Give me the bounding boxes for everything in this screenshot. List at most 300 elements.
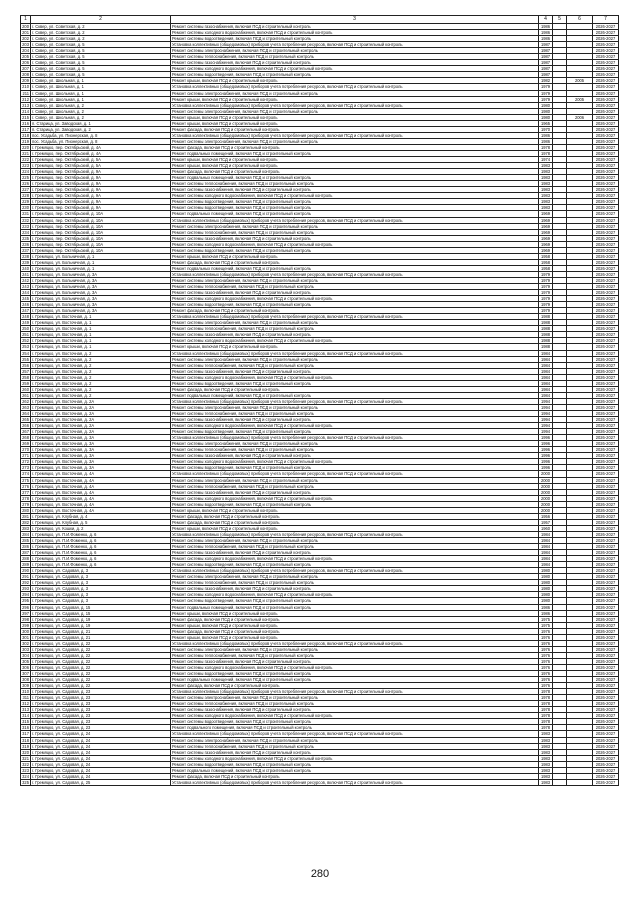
row-address: г. Гремяцко, ул. Восточная, д. 1 (31, 344, 171, 350)
row-period: 2026-2027 (593, 707, 619, 713)
row-work-type: Ремонт подвальных помещений, включая ПСД и строительный контроль (171, 265, 539, 271)
row-number: 312 (22, 701, 29, 707)
row-year-built: 1978 (539, 725, 553, 731)
row-address: г. Гремяцко, ул. Садовая, д. 23 (31, 713, 171, 719)
row-period: 2026-2027 (593, 362, 619, 368)
row-period: 2026-2027 (593, 544, 619, 550)
row-work-type: Ремонт системы теплоснабжения, включая ПСД и строительный контроль (171, 284, 539, 290)
row-number: 303 (22, 646, 29, 652)
row-year-built: 1986 (539, 610, 553, 616)
row-year-built: 1996 (539, 465, 553, 471)
row-work-type: Установка коллективных (общедомовых) приборов учета потребления ресурсов, включая ПСД и строительный контроль (171, 102, 539, 108)
row-work-type: Ремонт системы водоотведения, включая ПСД и строительный контроль (171, 199, 539, 205)
row-year-built: 1984 (539, 362, 553, 368)
row-work-type: Ремонт системы холодного водоснабжения, включая ПСД и строительный контроль (171, 713, 539, 719)
row-period: 2026-2027 (593, 453, 619, 459)
row-work-type: Ремонт фасада, включая ПСД и строительный контроль (171, 126, 539, 132)
row-period: 2026-2027 (593, 556, 619, 562)
row-address: г. Сквер, ул. Советская, д. 5 (31, 66, 171, 72)
row-year-built: 1983 (539, 163, 553, 169)
row-period: 2026-2027 (593, 290, 619, 296)
row-period: 2026-2027 (593, 42, 619, 48)
row-work-type: Ремонт подвальных помещений, включая ПСД и строительный контроль (171, 211, 539, 217)
row-work-type: Ремонт системы электроснабжения, включая ПСД и строительный контроль (171, 441, 539, 447)
row-year-built: 1976 (539, 664, 553, 670)
row-address: г. Сквер, ул. Советская, д. 5 (31, 60, 171, 66)
row-address: г. Сквер, ул. Школьная, д. 1 (31, 84, 171, 90)
row-year-built: 1987 (539, 42, 553, 48)
row-year-built: 1983 (539, 749, 553, 755)
row-year-built: 1980 (539, 586, 553, 592)
col-header-7: 7 (593, 16, 619, 24)
row-number: 276 (22, 483, 29, 489)
row-number: 237 (22, 247, 29, 253)
row-number: 270 (22, 447, 29, 453)
row-period: 2026-2027 (593, 640, 619, 646)
row-year-built: 1976 (539, 683, 553, 689)
row-year-built: 1983 (539, 761, 553, 767)
row-work-type: Установка коллективных (общедомовых) приборов учета потребления ресурсов, включая ПСД и строительный контроль (171, 779, 539, 785)
row-period: 2026-2027 (593, 671, 619, 677)
row-work-type: Ремонт системы водоотведения, включая ПСД и строительный контроль (171, 302, 539, 308)
row-address: г. Гремяцко, ул. Садовая, д. 15 (31, 604, 171, 610)
capital-repair-table (20, 15, 619, 786)
row-address: г. Гремяцко, пер. Октябрьский, д. 10А (31, 223, 171, 229)
row-number: 295 (22, 598, 29, 604)
row-period: 2026-2027 (593, 713, 619, 719)
row-address: г. Гремяцко, ул. П.И.Фоменко, д. 6 (31, 550, 171, 556)
row-year-built: 1969 (539, 235, 553, 241)
row-period: 2026-2027 (593, 320, 619, 326)
row-work-type: Ремонт системы водоотведения, включая ПСД и строительный контроль (171, 36, 539, 42)
row-year-built: 1996 (539, 441, 553, 447)
row-number: 283 (22, 525, 29, 531)
row-address: г. Гремяцко, ул. Садовая, д. 22 (31, 683, 171, 689)
row-work-type: Ремонт подвальных помещений, включая ПСД и строительный контроль (171, 150, 539, 156)
row-number: 225 (22, 175, 29, 181)
row-year-built: 1980 (539, 574, 553, 580)
row-work-type: Ремонт системы холодного водоснабжения, включая ПСД и строительный контроль (171, 338, 539, 344)
row-year-built: 2000 (539, 501, 553, 507)
row-work-type: Ремонт системы газоснабжения, включая ПСД и строительный контроль (171, 658, 539, 664)
row-period: 2026-2027 (593, 695, 619, 701)
row-work-type: Ремонт системы электроснабжения, включая ПСД и строительный контроль (171, 574, 539, 580)
page-number: 280 (310, 868, 330, 880)
row-year-built: 1994 (539, 411, 553, 417)
row-number: 223 (22, 163, 29, 169)
row-work-type: Ремонт системы электроснабжения, включая ПСД и строительный контроль (171, 737, 539, 743)
row-period: 2026-2027 (593, 66, 619, 72)
row-number: 300 (22, 628, 29, 634)
row-number: 243 (22, 284, 29, 290)
row-work-type: Ремонт крыши, включая ПСД и строительный контроль (171, 157, 539, 163)
row-work-type: Ремонт системы водоотведения, включая ПСД и строительный контроль (171, 761, 539, 767)
row-period: 2026-2027 (593, 465, 619, 471)
row-address: г. Гремяцко, ул. П.И.Фоменко, д. 6 (31, 556, 171, 562)
row-period: 2026-2027 (593, 689, 619, 695)
col-header-1: 1 (21, 16, 31, 24)
row-year-built: 1984 (539, 356, 553, 362)
row-period: 2026-2027 (593, 489, 619, 495)
row-address: г. Гремяцко, ул. Больничная, д. 3А (31, 302, 171, 308)
row-work-type: Ремонт системы электроснабжения, включая ПСД и строительный контроль (171, 90, 539, 96)
row-number: 269 (22, 441, 29, 447)
row-year-built: 1983 (539, 199, 553, 205)
row-address: г. Гремяцко, ул. Восточная, д. 4А (31, 477, 171, 483)
row-address: г. Гремяцко, ул. Садовая, д. 24 (31, 731, 171, 737)
table-body (21, 24, 619, 786)
row-address: г. Гремяцко, пер. Октябрьский, д. 9А (31, 169, 171, 175)
row-address: г. Гремяцко, ул. Восточная, д. 2 (31, 392, 171, 398)
row-address: г. Гремяцко, ул. Восточная, д. 1 (31, 332, 171, 338)
row-work-type: Ремонт системы холодного водоснабжения, включая ПСД и строительный контроль (171, 459, 539, 465)
row-work-type: Ремонт системы холодного водоснабжения, включая ПСД и строительный контроль (171, 374, 539, 380)
table-row (21, 779, 619, 785)
row-period: 2026-2027 (593, 725, 619, 731)
row-work-type: Ремонт системы холодного водоснабжения, включая ПСД и строительный контроль (171, 495, 539, 501)
row-work-type: Ремонт фасада, включая ПСД и строительный контроль (171, 616, 539, 622)
row-work-type: Ремонт системы холодного водоснабжения, включая ПСД и строительный контроль (171, 241, 539, 247)
row-number: 221 (22, 150, 29, 156)
row-work-type: Ремонт крыши, включая ПСД и строительный контроль (171, 78, 539, 84)
row-period: 2026-2027 (593, 217, 619, 223)
row-number: 304 (22, 652, 29, 658)
row-number: 284 (22, 531, 29, 537)
row-period: 2026-2027 (593, 580, 619, 586)
row-year-built: 1984 (539, 374, 553, 380)
row-number: 257 (22, 368, 29, 374)
row-year-built: 1978 (539, 150, 553, 156)
row-address: г. Гремяцко, ул. Восточная, д. 2 (31, 386, 171, 392)
row-work-type: Установка коллективных (общедомовых) приборов учета потребления ресурсов, включая ПСД и строительный контроль (171, 568, 539, 574)
row-year-built: 1982 (539, 78, 553, 84)
row-year-built: 1984 (539, 386, 553, 392)
row-period: 2026-2027 (593, 447, 619, 453)
row-year-built: 1988 (539, 314, 553, 320)
row-address: г. Гремяцко, ул. Садовая, д. 22 (31, 671, 171, 677)
row-number: 242 (22, 277, 29, 283)
row-work-type: Ремонт системы теплоснабжения, включая ПСД и строительный контроль (171, 229, 539, 235)
row-number: 277 (22, 489, 29, 495)
row-year-built: 1980 (539, 568, 553, 574)
row-number: 217 (22, 126, 29, 132)
row-year-built: 1958 (539, 259, 553, 265)
row-work-type: Ремонт системы газоснабжения, включая ПСД и строительный контроль (171, 24, 539, 30)
row-work-type: Установка коллективных (общедомовых) приборов учета потребления ресурсов, включая ПСД и строительный контроль (171, 217, 539, 223)
row-number: 203 (22, 42, 29, 48)
row-year-built: 1958 (539, 253, 553, 259)
row-work-type: Ремонт крыши, включая ПСД и строительный контроль (171, 634, 539, 640)
row-address: г. Гремяцко, ул. Садовая, д. 25 (31, 779, 171, 785)
row-work-type: Установка коллективных (общедомовых) приборов учета потребления ресурсов, включая ПСД и строительный контроль (171, 689, 539, 695)
row-period: 2026-2027 (593, 223, 619, 229)
row-work-type: Ремонт системы теплоснабжения, включая ПСД и строительный контроль (171, 181, 539, 187)
row-address: г. Гремяцко, ул. Больничная, д. 3А (31, 284, 171, 290)
row-number: 226 (22, 181, 29, 187)
row-address: г. Гремяцко, пер. Октябрьский, д. 5А (31, 163, 171, 169)
row-work-type: Установка коллективных (общедомовых) приборов учета потребления ресурсов, включая ПСД и строительный контроль (171, 398, 539, 404)
row-period: 2026-2027 (593, 314, 619, 320)
row-period: 2026-2027 (593, 235, 619, 241)
row-period: 2026-2027 (593, 356, 619, 362)
row-number: 216 (22, 120, 29, 126)
row-work-type: Установка коллективных (общедомовых) приборов учета потребления ресурсов, включая ПСД и строительный контроль (171, 731, 539, 737)
row-number: 227 (22, 187, 29, 193)
row-work-type: Ремонт подвальных помещений, включая ПСД и строительный контроль (171, 767, 539, 773)
row-address: пос. Усадьба, ул. Пионерская, д. 8 (31, 132, 171, 138)
row-work-type: Ремонт фасада, включая ПСД и строительный контроль (171, 519, 539, 525)
row-address: г. Гремяцко, пер. Октябрьский, д. 4А (31, 150, 171, 156)
row-work-type: Ремонт крыши, включая ПСД и строительный контроль (171, 96, 539, 102)
row-number: 238 (22, 253, 29, 259)
row-period: 2026-2027 (593, 562, 619, 568)
row-number: 305 (22, 658, 29, 664)
row-number: 286 (22, 544, 29, 550)
row-year-built: 1969 (539, 211, 553, 217)
row-period: 2026-2027 (593, 767, 619, 773)
row-address: пос. Усадьба, ул. Пионерская, д. 8 (31, 138, 171, 144)
row-number: 218 (22, 132, 29, 138)
row-period: 2026-2027 (593, 731, 619, 737)
column-number-header-row (21, 16, 619, 24)
row-year-built: 1960 (539, 525, 553, 531)
row-address: г. Гремяцко, ул. Восточная, д. 2 (31, 350, 171, 356)
row-year-built: 1986 (539, 30, 553, 36)
row-year-built: 1983 (539, 187, 553, 193)
row-number: 232 (22, 217, 29, 223)
row-number: 215 (22, 114, 29, 120)
row-work-type: Ремонт системы теплоснабжения, включая ПСД и строительный контроль (171, 743, 539, 749)
row-address: г. Гремяцко, ул. П.И.Фоменко, д. 6 (31, 544, 171, 550)
row-number: 281 (22, 513, 29, 519)
row-address: г. Гремяцко, ул. Садовая, д. 23 (31, 689, 171, 695)
row-period: 2026-2027 (593, 350, 619, 356)
row-address: г. Гремяцко, ул. Восточная, д. 1 (31, 338, 171, 344)
row-address: г. Гремяцко, ул. Восточная, д. 4А (31, 471, 171, 477)
row-address: г. Гремяцко, ул. Восточная, д. 2А (31, 398, 171, 404)
row-address: г. Гремяцко, ул. Садовая, д. 22 (31, 658, 171, 664)
row-period: 2026-2027 (593, 459, 619, 465)
row-number: 245 (22, 296, 29, 302)
row-period: 2026-2027 (593, 477, 619, 483)
row-work-type: Ремонт системы электроснабжения, включая ПСД и строительный контроль (171, 477, 539, 483)
row-number: 322 (22, 761, 29, 767)
row-work-type: Установка коллективных (общедомовых) приборов учета потребления ресурсов, включая ПСД и строительный контроль (171, 42, 539, 48)
row-work-type: Ремонт системы газоснабжения, включая ПСД и строительный контроль (171, 550, 539, 556)
row-period: 2026-2027 (593, 187, 619, 193)
row-number: 207 (22, 66, 29, 72)
row-address: г. Гремяцко, пер. Октябрьский, д. 9А (31, 205, 171, 211)
row-period: 2026-2027 (593, 755, 619, 761)
row-work-type: Ремонт крыши, включая ПСД и строительный контроль (171, 120, 539, 126)
row-year-built: 1969 (539, 247, 553, 253)
row-year-built: 1983 (539, 779, 553, 785)
row-year-built: 1979 (539, 302, 553, 308)
row-number: 241 (22, 271, 29, 277)
row-number: 310 (22, 689, 29, 695)
col-header-6: 6 (567, 16, 593, 24)
row-work-type: Ремонт подвальных помещений, включая ПСД и строительный контроль (171, 392, 539, 398)
row-number: 298 (22, 616, 29, 622)
row-work-type: Ремонт системы теплоснабжения, включая ПСД и строительный контроль (171, 362, 539, 368)
row-period: 2026-2027 (593, 525, 619, 531)
row-work-type: Ремонт системы холодного водоснабжения, включая ПСД и строительный контроль (171, 30, 539, 36)
row-year-built: 1980 (539, 592, 553, 598)
row-number: 229 (22, 199, 29, 205)
row-address: г. Гремяцко, ул. Восточная, д. 2 (31, 368, 171, 374)
row-work-type: Ремонт фасада, включая ПСД и строительный контроль (171, 773, 539, 779)
row-number: 258 (22, 374, 29, 380)
row-year-built: 1978 (539, 144, 553, 150)
row-address: г. Гремяцко, ул. Больничная, д. 1 (31, 265, 171, 271)
row-number: 244 (22, 290, 29, 296)
row-address: г. Гремяцко, ул. Садовая, д. 23 (31, 695, 171, 701)
row-year-repair: 2005 (567, 78, 593, 84)
row-address: г. Гремяцко, пер. Октябрьский, д. 9А (31, 175, 171, 181)
row-number: 200 (22, 24, 29, 29)
row-number: 266 (22, 423, 29, 429)
row-work-type: Ремонт системы газоснабжения, включая ПСД и строительный контроль (171, 60, 539, 66)
row-work-type: Ремонт крыши, включая ПСД и строительный контроль (171, 253, 539, 259)
row-year-built: 1970 (539, 126, 553, 132)
row-number: 202 (22, 36, 29, 42)
row-period: 2026-2027 (593, 610, 619, 616)
row-number: 299 (22, 622, 29, 628)
row-year-built: 1996 (539, 447, 553, 453)
row-year-built: 1983 (539, 175, 553, 181)
row-address: г. Гремяцко, ул. Восточная, д. 4А (31, 483, 171, 489)
row-work-type: Ремонт крыши, включая ПСД и строительный контроль (171, 622, 539, 628)
row-period: 2026-2027 (593, 60, 619, 66)
row-work-type: Ремонт системы холодного водоснабжения, включая ПСД и строительный контроль (171, 193, 539, 199)
row-number: 272 (22, 459, 29, 465)
row-year-built: 1984 (539, 392, 553, 398)
row-year-built: 1979 (539, 96, 553, 102)
row-number: 253 (22, 344, 29, 350)
row-work-type: Ремонт подвального помещения, включая ПСД и строительный контроль (171, 725, 539, 731)
row-address: г. Гремяцко, ул. Восточная, д. 2А (31, 417, 171, 423)
row-period: 2026-2027 (593, 471, 619, 477)
row-year-built: 1987 (539, 72, 553, 78)
row-work-type: Установка коллективных (общедомовых) приборов учета потребления ресурсов, включая ПСД и строительный контроль (171, 132, 539, 138)
row-period: 2026-2027 (593, 392, 619, 398)
row-period: 2026-2027 (593, 181, 619, 187)
row-number: 239 (22, 259, 29, 265)
row-work-type: Установка коллективных (общедомовых) приборов учета потребления ресурсов, включая ПСД и строительный контроль (171, 640, 539, 646)
row-year-built: 2000 (539, 483, 553, 489)
row-period: 2026-2027 (593, 441, 619, 447)
row-address: г. Сквер, ул. Школьная, д. 1 (31, 90, 171, 96)
row-year-built: 1979 (539, 271, 553, 277)
row-period: 2026-2027 (593, 163, 619, 169)
row-period: 2026-2027 (593, 537, 619, 543)
row-period: 2026-2027 (593, 652, 619, 658)
row-address: г. Гремяцко, пер. Октябрьский, д. 9А (31, 199, 171, 205)
row-number: 294 (22, 592, 29, 598)
row-work-type: Ремонт системы теплоснабжения, включая ПСД и строительный контроль (171, 701, 539, 707)
row-work-type: Ремонт фасада, включая ПСД и строительный контроль (171, 628, 539, 634)
row-address: г. Гремяцко, ул. П.И.Фоменко, д. 6 (31, 531, 171, 537)
row-work-type: Ремонт системы теплоснабжения, включая ПСД и строительный контроль (171, 652, 539, 658)
row-year-built: 1969 (539, 223, 553, 229)
row-work-type: Ремонт системы водоотведения, включая ПСД и строительный контроль (171, 380, 539, 386)
row-number: 279 (22, 501, 29, 507)
row-address: г. Гремяцко, ул. Восточная, д. 2 (31, 362, 171, 368)
row-period: 2026-2027 (593, 277, 619, 283)
row-period: 2026-2027 (593, 108, 619, 114)
row-number: 307 (22, 671, 29, 677)
row-year-built: 1979 (539, 290, 553, 296)
row-year-built: 2000 (539, 495, 553, 501)
row-period: 2026-2027 (593, 48, 619, 54)
row-address: г. Гремяцко, ул. Восточная, д. 2 (31, 374, 171, 380)
row-year-built: 1984 (539, 380, 553, 386)
row-period: 2026-2027 (593, 622, 619, 628)
row-work-type: Ремонт системы холодного водоснабжения, включая ПСД и строительный контроль (171, 664, 539, 670)
row-year-built: 1988 (539, 332, 553, 338)
row-address: г. Гремяцко, ул. Восточная, д. 1 (31, 326, 171, 332)
row-year-built: 1986 (539, 138, 553, 144)
row-address: г. Гремяцко, пер. Октябрьский, д. 4А (31, 144, 171, 150)
row-period: 2026-2027 (593, 211, 619, 217)
row-period: 2026-2027 (593, 126, 619, 132)
row-address: г. Гремяцко, ул. Садовая, д. 3 (31, 574, 171, 580)
row-address: г. Гремяцко, пер. Октябрьский, д. 10А (31, 235, 171, 241)
row-period: 2026-2027 (593, 96, 619, 102)
row-period: 2026-2027 (593, 628, 619, 634)
row-period: 2026-2027 (593, 658, 619, 664)
row-year-built: 1979 (539, 277, 553, 283)
row-period: 2026-2027 (593, 664, 619, 670)
row-address: г. Гремяцко, ул. Садовая, д. 22 (31, 677, 171, 683)
row-address: г. Гремяцко, ул. Больничная, д. 1 (31, 259, 171, 265)
row-work-type: Ремонт системы газоснабжения, включая ПСД и строительный контроль (171, 586, 539, 592)
row-work-type: Ремонт системы газоснабжения, включая ПСД и строительный контроль (171, 489, 539, 495)
row-number: 205 (22, 54, 29, 60)
row-year-built: 1983 (539, 767, 553, 773)
row-period: 2026-2027 (593, 157, 619, 163)
row-work-type: Ремонт системы водоотведения, включая ПСД и строительный контроль (171, 671, 539, 677)
row-address: г. Сквер, ул. Школьная, д. 2 (31, 108, 171, 114)
row-period: 2026-2027 (593, 24, 619, 30)
row-address: г. Гремяцко, ул. Садовая, д. 23 (31, 707, 171, 713)
row-work-type: Ремонт системы водоотведения, включая ПСД и строительный контроль (171, 205, 539, 211)
row-period: 2026-2027 (593, 271, 619, 277)
row-year-repair: 2005 (567, 96, 593, 102)
row-period: 2026-2027 (593, 344, 619, 350)
row-year-built: 1956 (539, 513, 553, 519)
row-year-built: 1986 (539, 36, 553, 42)
row-address: г. Гремяцко, ул. Восточная, д. 2 (31, 356, 171, 362)
row-number: 219 (22, 138, 29, 144)
row-year-built: 1979 (539, 84, 553, 90)
row-address: г. Гремяцко, ул. Садовая, д. 24 (31, 737, 171, 743)
row-period: 2026-2027 (593, 701, 619, 707)
row-period: 2026-2027 (593, 574, 619, 580)
row-address: г. Гремяцко, ул. Восточная, д. 3А (31, 465, 171, 471)
row-number: 318 (22, 737, 29, 743)
row-year-built: 1983 (539, 193, 553, 199)
row-period: 2026-2027 (593, 265, 619, 271)
row-period: 2026-2027 (593, 120, 619, 126)
row-address: г. Сквер, ул. Советская, д. 5 (31, 42, 171, 48)
row-period: 2026-2027 (593, 284, 619, 290)
row-year-built: 1978 (539, 707, 553, 713)
row-work-type: Ремонт системы теплоснабжения, включая ПСД и строительный контроль (171, 447, 539, 453)
row-period: 2026-2027 (593, 253, 619, 259)
row-address: г. Сквер, ул. Советская, д. 2 (31, 30, 171, 36)
row-address: г. Гремяцко, ул. Восточная, д. 3А (31, 459, 171, 465)
